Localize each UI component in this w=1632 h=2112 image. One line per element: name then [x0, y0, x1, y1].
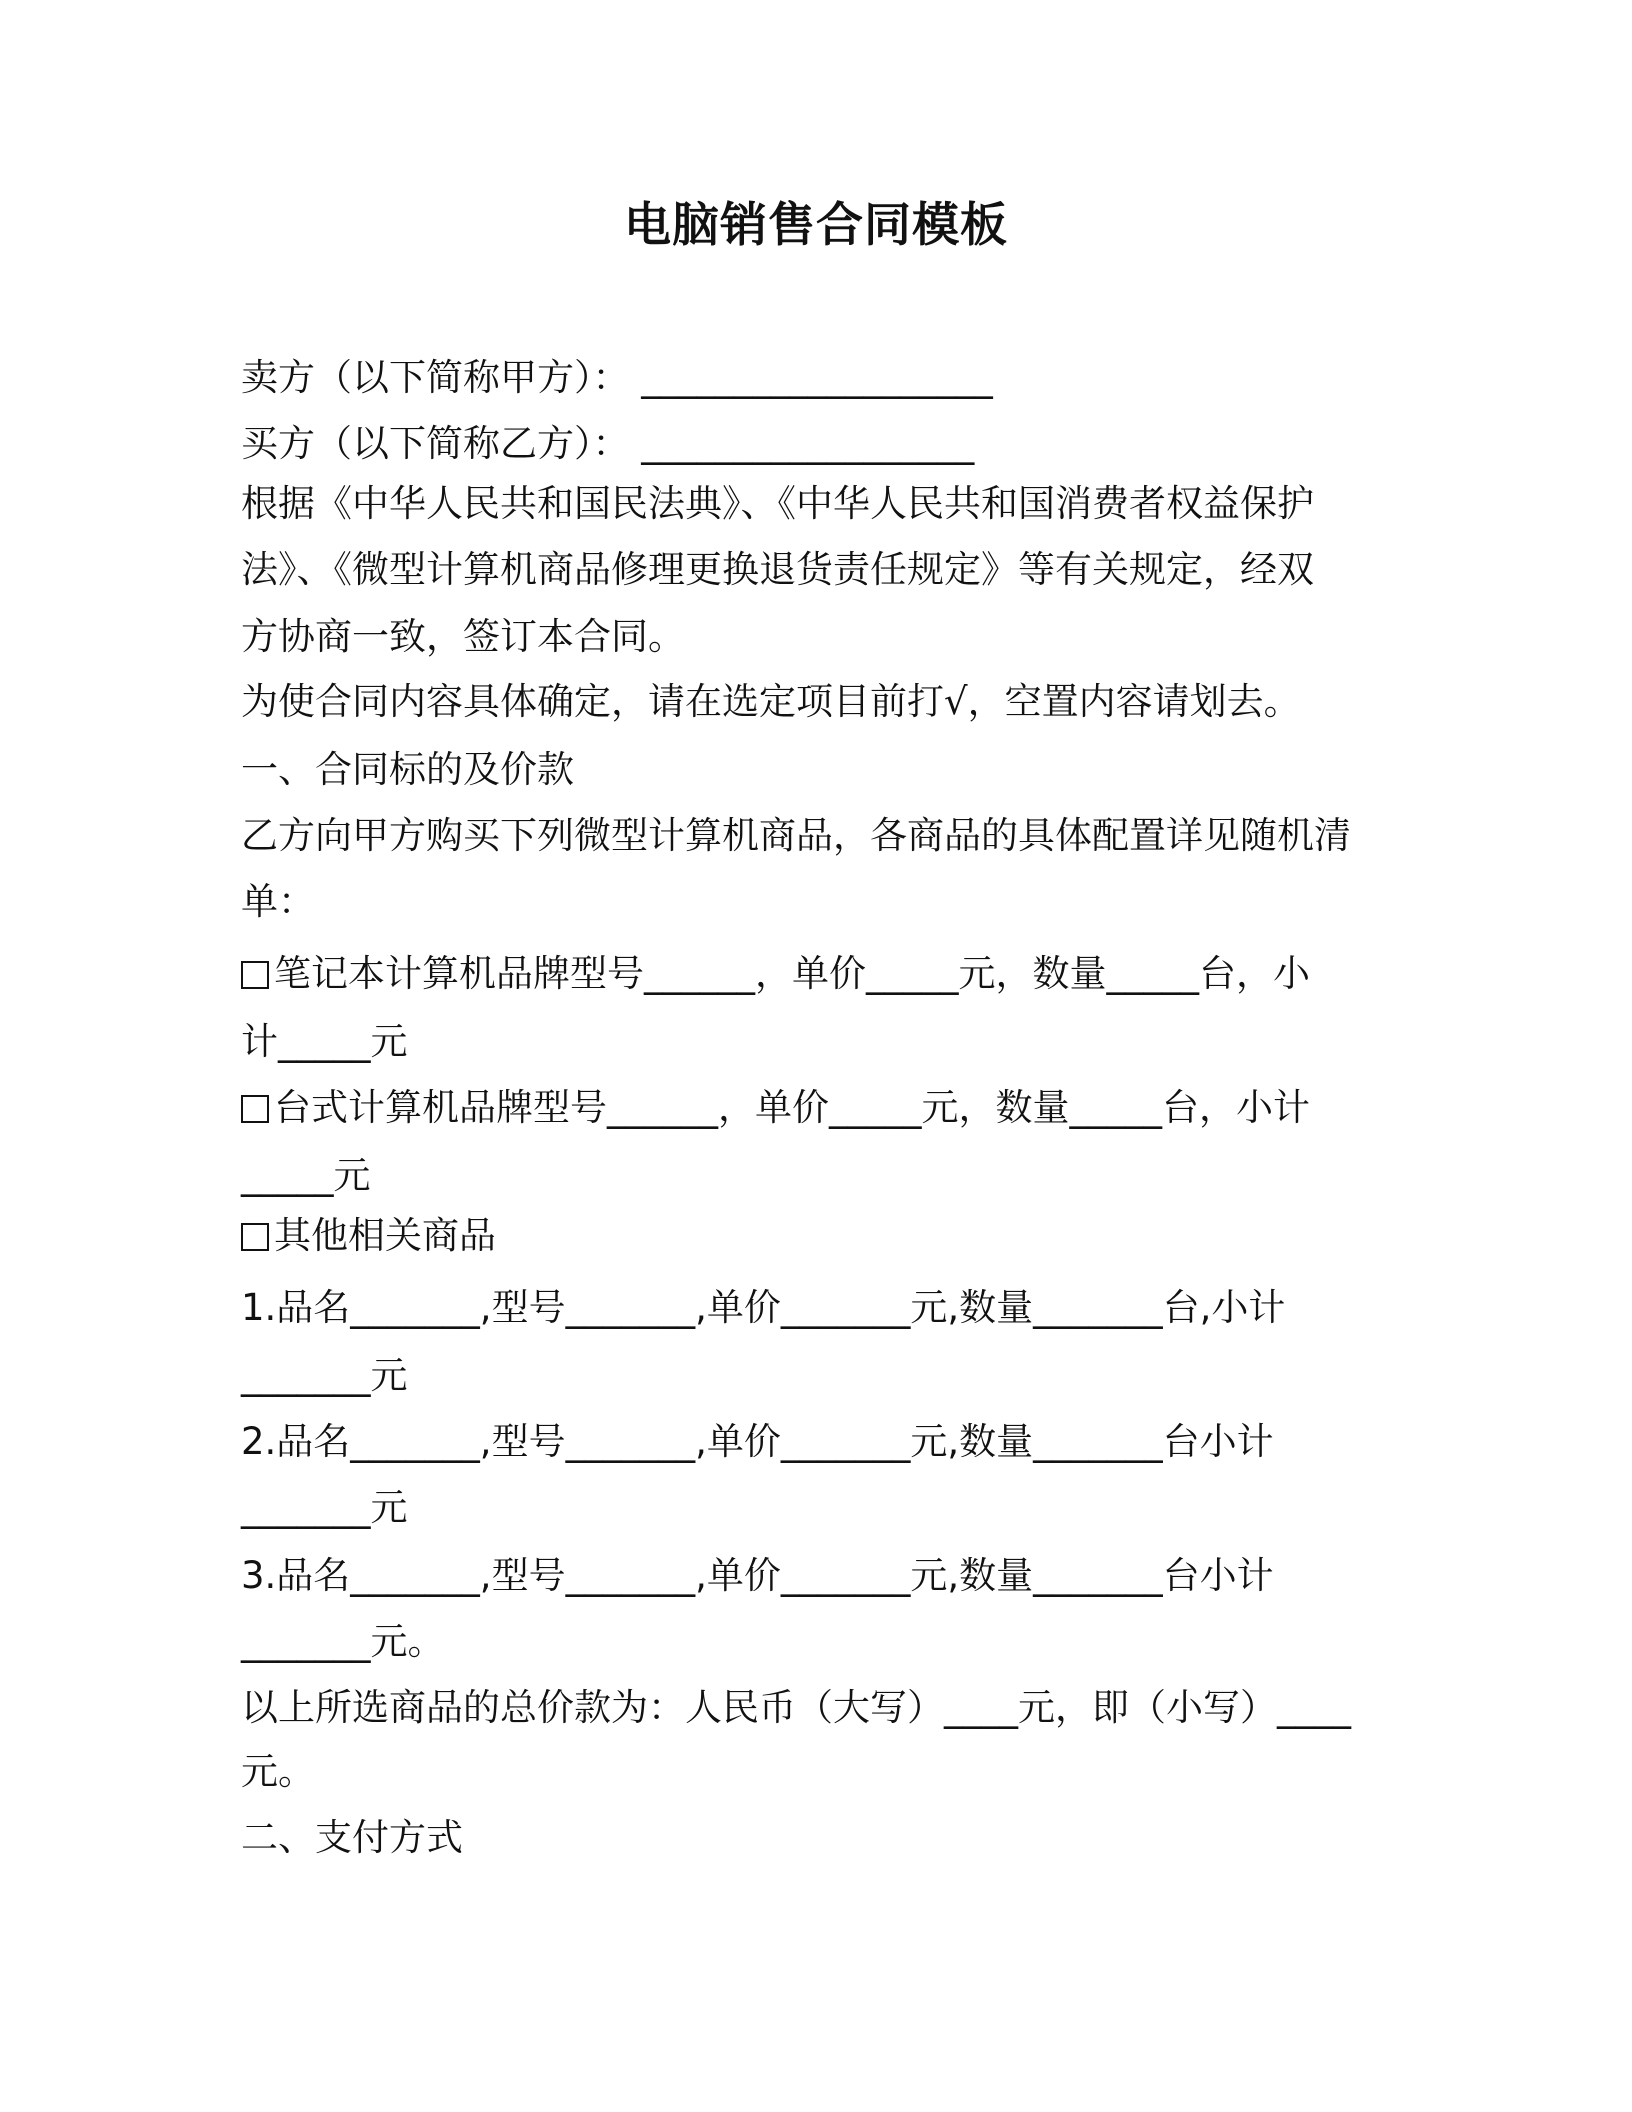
purchase-intro-line-1: 乙方向甲方购买下列微型计算机商品，各商品的具体配置详见随机清 [241, 814, 1351, 857]
purchase-intro-line-2: 单： [241, 880, 315, 923]
total-price-line-1: 以上所选商品的总价款为：人民币（大写）____元，即（小写）____ [241, 1686, 1351, 1729]
item-3-line-2: _______元。 [241, 1620, 445, 1663]
item-1-line-1: 1.品名_______,型号_______,单价_______元,数量_______台,小计 [241, 1286, 1286, 1329]
page-title: 电脑销售合同模板 [624, 198, 1008, 253]
item-1-line-2: _______元 [241, 1354, 408, 1397]
preamble-line-1: 根据《中华人民共和国民法典》、《中华人民共和国消费者权益保护 [241, 482, 1314, 525]
buyer-line: 买方（以下简称乙方）： __________________ [241, 422, 975, 465]
desktop-option-line-2: _____元 [241, 1154, 371, 1197]
other-checkbox[interactable] [241, 1223, 269, 1251]
laptop-option-line-1 [241, 948, 1310, 1000]
item-3-line-1: 3.品名_______,型号_______,单价_______元,数量_______台小计 [241, 1554, 1274, 1597]
desktop-option-line-1 [241, 1082, 1310, 1134]
total-price-line-2: 元。 [241, 1750, 315, 1793]
seller-line: 卖方（以下简称甲方）： ___________________ [241, 356, 993, 399]
laptop-checkbox[interactable] [241, 961, 269, 989]
preamble-line-3: 方协商一致，签订本合同。 [241, 615, 685, 658]
section-heading-2: 二、支付方式 [241, 1816, 463, 1859]
item-2-line-1: 2.品名_______,型号_______,单价_______元,数量_______台小计 [241, 1420, 1274, 1463]
laptop-option-line-2: 计_____元 [241, 1020, 408, 1063]
preamble-line-2: 法》、《微型计算机商品修理更换退货责任规定》等有关规定，经双 [241, 548, 1314, 591]
laptop-option-text: 笔记本计算机品牌型号______，单价_____元，数量_____台，小 [274, 952, 1310, 995]
desktop-checkbox[interactable] [241, 1095, 269, 1123]
desktop-option-text: 台式计算机品牌型号______，单价_____元，数量_____台，小计 [274, 1086, 1310, 1129]
other-option-text: 其他相关商品 [274, 1214, 496, 1257]
item-2-line-2: _______元 [241, 1486, 408, 1529]
other-option-line [241, 1210, 496, 1262]
section-heading-1: 一、合同标的及价款 [241, 748, 574, 791]
instruction-line: 为使合同内容具体确定，请在选定项目前打√，空置内容请划去。 [241, 680, 1301, 723]
